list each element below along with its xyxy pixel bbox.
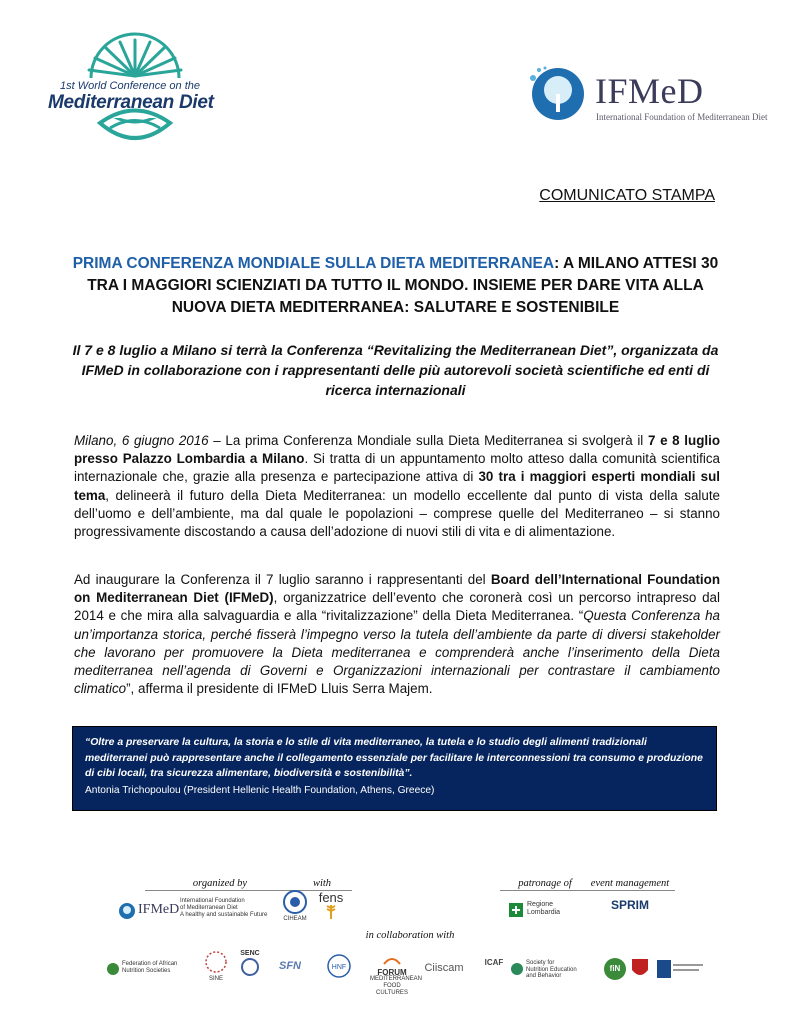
ciheam-logo (280, 890, 310, 922)
headline-rest: : A MILANO ATTESI 30 TRA I MAGGIORI SCIENZIATI DA TUTTO IL MONDO. INSIEME PER DARE VITA ALLA NUOVA DIETA MEDITERRANEA: SALUTARE E SOSTENIBILE (87, 255, 719, 316)
tree-icon (525, 64, 591, 124)
hnf-icon (327, 954, 351, 978)
sine-logo (202, 950, 230, 982)
ifmed-small-icon (118, 902, 136, 920)
p2-bold-1: Board dell’International Foundation on Mediterranean Diet (IFMeD) (74, 572, 721, 606)
senc-icon (238, 957, 262, 977)
event-management-label: event management (585, 878, 675, 891)
university-logo (656, 960, 706, 980)
headline (70, 253, 721, 319)
regione-lombardia-icon (508, 902, 524, 918)
footer-partners (100, 868, 700, 1018)
senc-logo (235, 950, 265, 979)
forum-name-1: FORUM (377, 968, 407, 977)
crest-icon (631, 958, 649, 980)
sneb-name-3: and Behavior (526, 973, 562, 979)
sfn-logo: SFN (279, 960, 301, 972)
forum-name-3: FOOD CULTURES (376, 983, 408, 996)
ifmed-partner-sub3: A healthy and sustainable Future (180, 912, 268, 918)
p2-text-3: ”, afferma il presidente di IFMeD Lluis Serra Majem. (126, 681, 433, 697)
sneb-name-1: Society for (526, 960, 555, 966)
hnf-logo (326, 954, 352, 980)
ifmed-partner-name: IFMeD (138, 902, 180, 917)
p2-italic-quote: Questa Conferenza ha un’importanza storica, perché fisserà l’impegno verso la tutela dell’ambiente da parte di diversi stakeholder che lavorano per promuovere la Dieta mediterranea e comprenderà anche l’inserimento della Dieta mediterranea nell’agenda di Governi e Organizzazioni internazionali per contrastare il cambiamento climatico (74, 608, 720, 697)
forum-name-2: MEDITERRANEAN (370, 976, 423, 982)
sine-name: SINE (208, 976, 223, 982)
icaf-logo: ICAF (484, 958, 504, 967)
fans-name-1: Federation of African (122, 961, 178, 967)
p2-text-1: Ad inaugurare la Conferenza il 7 luglio saranno i rappresentanti del (74, 572, 491, 587)
ifmed-partner-sub2: of Mediterranean Diet (180, 905, 238, 911)
quote-author: Antonia Trichopoulou (President Hellenic Health Foundation, Athens, Greece) (85, 784, 435, 796)
press-release-label: COMUNICATO STAMPA (539, 187, 715, 204)
regione-name-1: Regione (527, 901, 554, 908)
p1-text-1: – La prima Conferenza Mondiale sulla Dieta Mediterranea si svolgerà il (208, 433, 648, 448)
crest-logo (630, 958, 650, 980)
patronage-label: patronage of (500, 878, 590, 891)
university-icon (657, 960, 705, 978)
ifmed-logo-name: IFMeD (595, 71, 704, 111)
fans-name-2: Nutrition Societies (122, 968, 171, 974)
p1-text-2: . Si tratta di un appuntamento molto atteso dalla comunità scientifica internazionale che, grazie alla presenza e partecipazione attiva di (74, 451, 720, 485)
conference-logo-line2: Mediterranean Diet (48, 92, 214, 113)
subheadline: Il 7 e 8 luglio a Milano si terrà la Conferenza “Revitalizing the Mediterranean Diet”, organizzata da IFMeD in collaborazione con i rappresentanti delle più autorevoli società scientifiche ed enti di ricerca internazionali (72, 342, 719, 398)
fans-logo (106, 960, 188, 980)
sneb-icon (510, 962, 524, 976)
conference-logo-line1: 1st World Conference on the (60, 80, 201, 92)
p2-text-2: , organizzatrice dell’evento che coronerà così un percorso intrapreso dal 2014 e che mira alla salvaguardia e alla “rivitalizzazione” della Dieta Mediterranea. “ (74, 590, 720, 624)
organized-by-label: organized by (145, 878, 295, 891)
paragraph-1 (74, 432, 720, 541)
regione-name-2: Lombardia (527, 909, 561, 916)
ciheam-icon (283, 890, 307, 914)
fin-logo: fiN (604, 958, 626, 980)
quote-text: “Oltre a preservare la cultura, la storia e lo stile di vita mediterraneo, la tutela e lo studio degli alimenti tradizionali mediterranei può rappresentare anche il collegamento essenziale per facilitare le interconnessioni tra consumo e produzione di cibi locali, tra sicurezza alimentare, biodiversità e sostenibilità”. (85, 737, 703, 779)
ifmed-partner-sub1: International Foundation (180, 898, 245, 904)
fans-icon (106, 962, 120, 976)
fens-logo (314, 890, 348, 921)
hnf-name: HNF (331, 964, 347, 971)
sine-icon (204, 950, 228, 974)
sneb-logo (510, 960, 592, 980)
forum-icon (382, 954, 402, 966)
ifmed-logo (525, 70, 768, 130)
p1-bold-1: 7 e 8 luglio presso Palazzo Lombardia a Milano (74, 433, 720, 467)
regione-lombardia-logo (508, 898, 568, 922)
p1-bold-2: 30 tra i maggiori esperti mondiali sul tema (74, 469, 720, 503)
sprim-logo: SPRIM (610, 898, 649, 912)
ifmed-logo-subtitle: International Foundation of Mediterranean Diet (596, 112, 768, 122)
ciiscam-logo: Ciiscam (424, 962, 464, 974)
quote-box (72, 726, 717, 811)
conference-logo (40, 28, 230, 153)
fens-wheat-icon (321, 905, 341, 919)
ciheam-name: CIHEAM (283, 916, 307, 922)
dateline: Milano, 6 giugno 2016 (74, 433, 209, 448)
senc-name: SENC (240, 950, 260, 957)
sneb-name-2: Nutrition Education (526, 966, 577, 973)
p1-text-3: , delineerà il futuro della Dieta Mediterranea: un modello eccellente dal punto di vista della salute dell’uomo e dell’ambiente, ma dal quale le popolazioni – comprese quelle del Mediterraneo – si stanno progressivamente discostando a causa dell’adozione di nuovi stili di vita e di alimentazione. (74, 487, 720, 540)
ifmed-partner-text (180, 898, 270, 919)
with-label: with (292, 878, 352, 891)
paragraph-2 (74, 571, 720, 698)
fens-name: fens (318, 890, 344, 905)
forum-logo (370, 954, 423, 997)
headline-blue: PRIMA CONFERENZA MONDIALE SULLA DIETA MEDITERRANEA (72, 255, 555, 272)
in-collaboration-label: in collaboration with (365, 930, 455, 941)
